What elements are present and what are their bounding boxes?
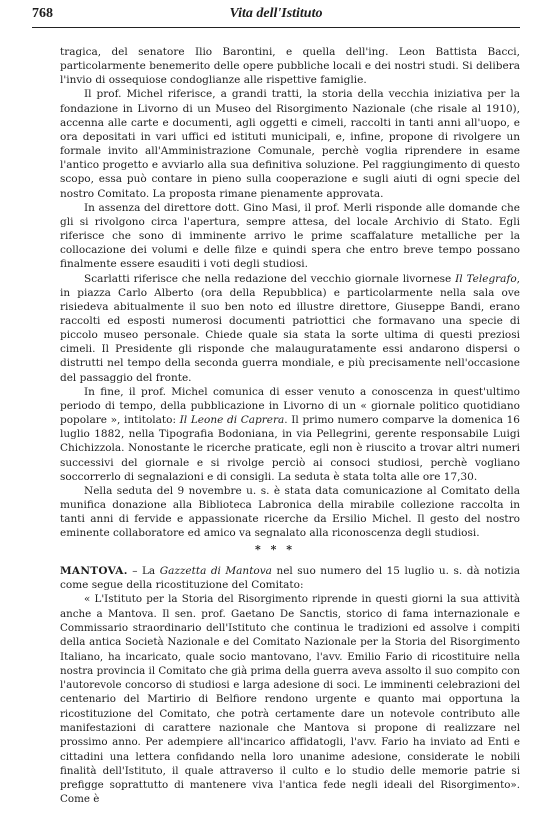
section-heading: MANTOVA. <box>60 565 128 577</box>
newspaper-title: Il Telegrafo <box>455 272 517 285</box>
section-livorno <box>60 45 520 540</box>
paragraph-leone-di-caprera <box>60 385 520 484</box>
text-run: In fine, il prof. Michel comunica di esser venuto a conoscenza in quest'ultimo periodo di tempo, della pubblicazione in Livorno di un « giornale politico quotidiano popolare », intitolato: <box>60 385 520 427</box>
running-title: Vita dell'Istituto <box>229 6 323 21</box>
running-header <box>32 4 520 28</box>
header-rule <box>32 27 520 28</box>
text-run: – La <box>127 565 160 577</box>
newspaper-title: Il Leone di Caprera <box>179 414 285 427</box>
paragraph-state-archive: In assenza del direttore dott. Gino Masi, il prof. Merli risponde alle domande che gli si rivolgono circa l'apertura, sempre attesa, del locale Archivio di Stato. Egli riferisce che sono di imminente arrivo le prime scaffalature metalliche per la collocazione dei volumi e delle filze e quindi spera che entro breve tempo possano finalmente essere esauditi i voti degli studiosi. <box>60 201 520 271</box>
paragraph-condolences: tragica, del senatore Ilio Barontini, e quella dell'ing. Leon Battista Bacci, particolarmente benemerito delle opere pubbliche locali e dei nostri studi. Si delibera l'invio di ossequiose condoglianze alle rispettive famiglie. <box>60 46 520 87</box>
section-separator: * * * <box>255 543 295 556</box>
text-run: Scarlatti riferisce che nella redazione del vecchio giornale livornese <box>84 272 456 285</box>
paragraph-mantova-intro <box>60 564 520 592</box>
text-run: nel suo numero del 15 luglio u. s. dà notizia come segue della ricostituzione del Comitato: <box>60 565 521 592</box>
quoted-article <box>60 592 520 806</box>
paragraph-telegrafo <box>60 272 520 385</box>
page-number: 768 <box>32 6 53 21</box>
paragraph-museum-proposal: Il prof. Michel riferisce, a grandi tratti, la storia della vecchia iniziativa per la fondazione in Livorno di un Museo del Risorgimento Nazionale (che risale al 1910), accenna alle carte e documenti, agli oggetti e cimeli, raccolti in tanti anni all'uopo, e ora depositati in vari uffici ed istituti municipali, e, infine, propone di rivolgere un formale invito all'Amministrazione Comunale, perchè voglia riprendere in esame l'antico progetto e avviarlo alla sua definitiva soluzione. Pel raggiungimento di questo scopo, essa può contare in pieno sulla cooperazione e sugli aiuti di ogni specie del nostro Comitato. La proposta rimane pienamente approvata. <box>60 88 520 200</box>
section-mantova <box>60 564 520 807</box>
text-run: , in piazza Carlo Alberto (ora della Repubblica) e particolarmente nella sala ove risiedeva abitualmente il suo ben noto ed illustre direttore, Giuseppe Bandi, erano raccolti ed esposti numerosi documenti patriottici che formavano una specie di piccolo museo personale. Chiede quale sia stata la sorte ultima di questi preziosi cimeli. Il Presidente gli risponde che malauguratamente essi andarono dispersi o distrutti nel tempo della seconda guerra mondiale, e più precisamente nell'occasione del passaggio del fronte. <box>60 272 520 384</box>
newspaper-title: Gazzetta di Mantova <box>159 565 272 577</box>
paragraph-donation: Nella seduta del 9 novembre u. s. è stata data comunicazione al Comitato della munifica donazione alla Biblioteca Labronica della mirabile collezione raccolta in tanti anni di fervide e appassionate ricerche da Ersilio Michel. Il gesto del nostro eminente collaboratore ed amico va segnalato alla riconoscenza degli studiosi. <box>60 484 520 540</box>
paragraph-quote: « L'Istituto per la Storia del Risorgimento riprende in questi giorni la sua attività anche a Mantova. Il sen. prof. Gaetano De Sanctis, storico di fama internazionale e Commissario straordinario dell'Istituto che continua le tradizioni ed assolve i compiti della antica Società Nazionale e del Comitato Nazionale per la Storia del Risorgimento Italiano, ha incaricato, quale socio mantovano, l'avv. Emilio Fario di ricostituire nella nostra provincia il Comitato che già prima della guerra aveva assolto il suo compito con l'autorevole concorso di studiosi e larga adesione di soci. Le imminenti celebrazioni del centenario del Martirio di Belfiore rendono urgente e quanto mai opportuna la ricostituzione del Comitato, che potrà certamente dare un notevole contributo alle manifestazioni di carattere nazionale che Mantova si propone di realizzare nel prossimo anno. Per adempiere all'incarico affidatogli, l'avv. Fario ha inviato ad Enti e cittadini una lettera confidando nella loro unanime adesione, considerate le nobili finalità dell'Istituto, il quale attraverso il culto e lo studio delle memorie patrie si prefigge soprattutto di mantenere viva l'antica fede negli ideali del Risorgimento». Come è <box>60 593 520 806</box>
text-run: . Il primo numero comparve la domenica 16 luglio 1882, nella Tipografia Bodoniana, in via Pellegrini, gerente responsabile Luigi Chichizzola. Nonostante le ricerche praticate, egli non è riuscito a trovar altri numeri successivi del giornale e si rivolge perciò ai consoci studiosi, perchè vogliano soccorrerlo di segnalazioni e di consigli. La seduta è stata tolta alle ore 17,30. <box>60 414 520 483</box>
